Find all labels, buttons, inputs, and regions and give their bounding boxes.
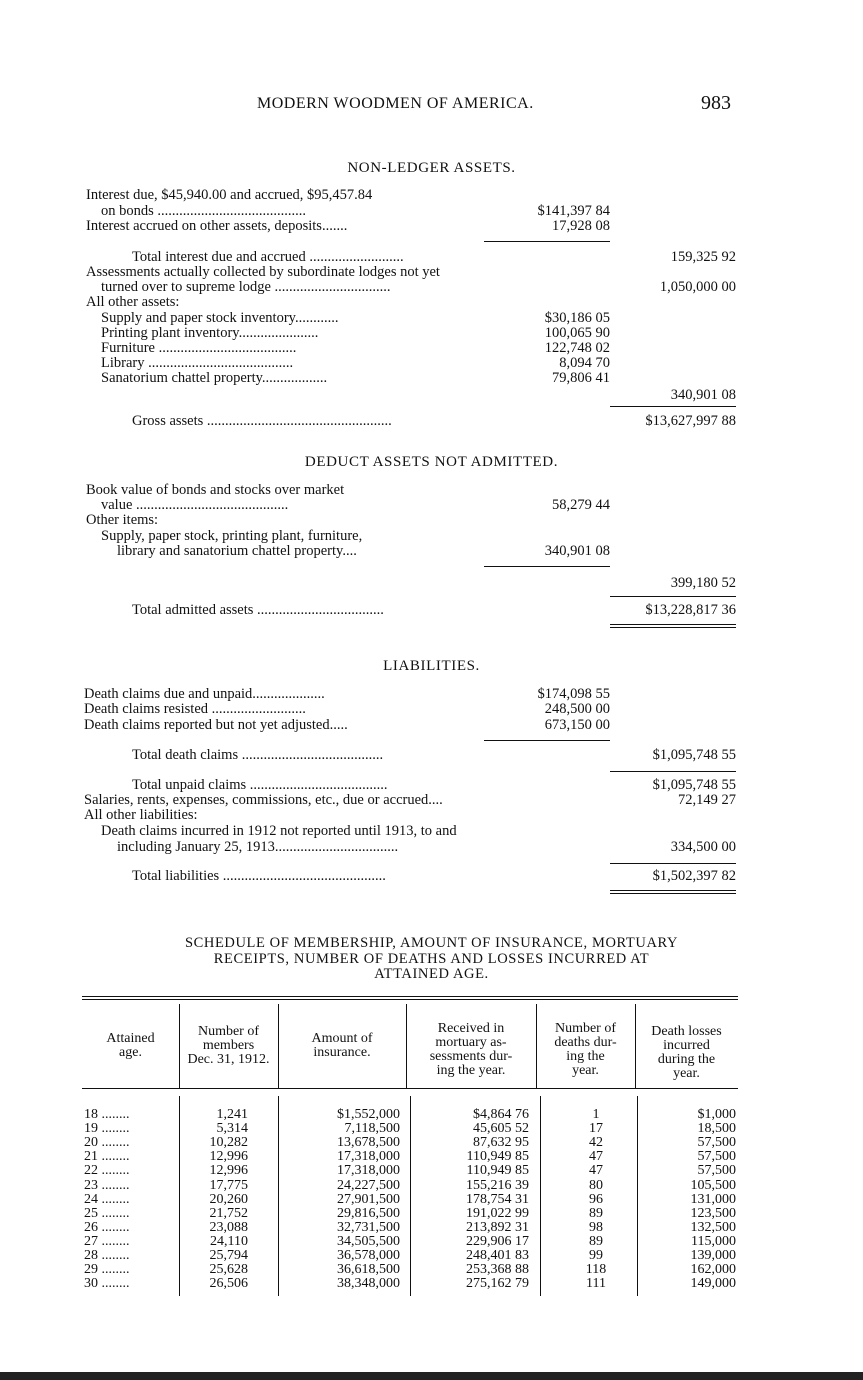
incurred-line2: including January 25, 1913.................................. xyxy=(117,839,399,855)
page-edge-band xyxy=(0,1372,863,1380)
table-row xyxy=(82,1207,738,1221)
asset-item-row xyxy=(0,371,863,386)
gross-assets-value: $13,627,997 88 xyxy=(645,413,736,429)
table-cell: 17 xyxy=(589,1121,603,1137)
table-cell: 23 ........ xyxy=(84,1177,130,1193)
table-cell: 30 ........ xyxy=(84,1276,130,1292)
page-number: 983 xyxy=(701,92,731,114)
table-cell: 155,216 39 xyxy=(466,1177,529,1193)
liability-item-row xyxy=(0,718,863,733)
table-cell: 57,500 xyxy=(697,1149,736,1165)
total-liabilities-value: $1,502,397 82 xyxy=(652,868,736,884)
interest-other-value: 17,928 08 xyxy=(552,218,610,234)
double-rule xyxy=(610,890,736,894)
liability-item-value: $174,098 55 xyxy=(537,686,610,702)
liability-item-label: Death claims reported but not yet adjusted..... xyxy=(84,717,348,733)
asset-item-row xyxy=(0,356,863,371)
total-interest-value: 159,325 92 xyxy=(670,249,736,265)
table-cell: 191,022 99 xyxy=(466,1205,529,1221)
salaries-row xyxy=(0,793,863,808)
table-cell: 110,949 85 xyxy=(466,1149,529,1165)
table-cell: 20 ........ xyxy=(84,1135,130,1151)
col-header-attained-age: Attained age. xyxy=(106,1031,155,1060)
table-row xyxy=(82,1235,738,1249)
asset-item-value: 8,094 70 xyxy=(559,355,610,371)
table-cell: 19 ........ xyxy=(84,1121,130,1137)
table-cell: 47 xyxy=(589,1149,603,1165)
other-assets-total-row xyxy=(0,388,863,403)
all-other-liabilities-label: All other liabilities: xyxy=(84,807,198,823)
table-cell: 96 xyxy=(589,1191,603,1207)
col-header-members: Number of members Dec. 31, 1912. xyxy=(187,1024,270,1067)
table-cell: 105,500 xyxy=(690,1177,736,1193)
table-cell: 25,628 xyxy=(209,1262,248,1278)
asset-item-row xyxy=(0,326,863,341)
double-rule xyxy=(610,624,736,628)
assessments-value: 1,050,000 00 xyxy=(659,279,736,295)
salaries-label: Salaries, rents, expenses, commissions, etc., due or accrued.... xyxy=(84,792,443,808)
other-items-row xyxy=(0,513,863,528)
table-cell: 25 ........ xyxy=(84,1205,130,1221)
table-cell: 21,752 xyxy=(209,1205,248,1221)
supply-value: 340,901 08 xyxy=(544,543,610,559)
table-cell: $1,552,000 xyxy=(337,1107,400,1122)
total-unpaid-row xyxy=(0,778,863,793)
rule xyxy=(610,771,736,772)
table-cell: 17,318,000 xyxy=(337,1149,400,1165)
table-cell: 132,500 xyxy=(690,1219,736,1235)
interest-other-label: Interest accrued on other assets, deposits....... xyxy=(86,218,348,234)
rule xyxy=(484,566,610,567)
table-cell: 27,901,500 xyxy=(337,1191,400,1207)
interest-line1-row xyxy=(0,188,863,203)
asset-item-label: Sanatorium chattel property.................. xyxy=(101,370,328,386)
table-cell: 42 xyxy=(589,1135,603,1151)
total-death-claims-row xyxy=(0,748,863,763)
supply-line1: Supply, paper stock, printing plant, furniture, xyxy=(101,528,363,544)
supply-line1-row xyxy=(0,529,863,544)
liability-item-row xyxy=(0,687,863,702)
section-title-liabilities: LIABILITIES. xyxy=(383,658,480,674)
table-header-rule xyxy=(82,1088,738,1089)
table-cell: 1,241 xyxy=(216,1107,248,1122)
col-header-mortuary: Received in mortuary as- sessments dur- ing the year. xyxy=(429,1021,513,1078)
table-cell: 131,000 xyxy=(690,1191,736,1207)
table-cell: 99 xyxy=(589,1248,603,1263)
running-title: MODERN WOODMEN OF AMERICA. xyxy=(257,95,534,112)
gross-assets-label: Gross assets ................................................... xyxy=(132,413,392,429)
table-cell: 57,500 xyxy=(697,1163,736,1179)
table-cell: $1,000 xyxy=(697,1107,736,1122)
deduct-subtotal: 399,180 52 xyxy=(670,575,736,591)
asset-item-label: Library ........................................ xyxy=(101,355,294,371)
gross-assets-row xyxy=(0,414,863,429)
table-cell: 25,794 xyxy=(209,1248,248,1263)
table-cell: 12,996 xyxy=(209,1163,248,1179)
table-top-rule xyxy=(82,996,738,1000)
rule xyxy=(484,740,610,741)
table-cell: 29 ........ xyxy=(84,1262,130,1278)
liability-item-label: Death claims due and unpaid.................... xyxy=(84,686,325,702)
incurred-value: 334,500 00 xyxy=(670,839,736,855)
table-cell: 26,506 xyxy=(209,1276,248,1292)
total-unpaid-label: Total unpaid claims ...................................... xyxy=(132,777,388,793)
table-cell: 38,348,000 xyxy=(337,1276,400,1292)
table-cell: 27 ........ xyxy=(84,1233,130,1249)
salaries-value: 72,149 27 xyxy=(678,792,736,808)
rule xyxy=(610,406,736,407)
table-cell: 32,731,500 xyxy=(337,1219,400,1235)
other-items-label: Other items: xyxy=(86,512,159,528)
rule xyxy=(610,596,736,597)
table-cell: 89 xyxy=(589,1205,603,1221)
table-cell: 111 xyxy=(586,1276,606,1292)
table-cell: 178,754 31 xyxy=(466,1191,529,1207)
liability-item-label: Death claims resisted .......................... xyxy=(84,701,306,717)
asset-item-value: 100,065 90 xyxy=(544,325,610,341)
table-cell: 10,282 xyxy=(209,1135,248,1151)
liability-item-value: 248,500 00 xyxy=(544,701,610,717)
table-cell: 118 xyxy=(585,1262,607,1278)
asset-item-label: Printing plant inventory...................... xyxy=(101,325,319,341)
table-cell: 18 ........ xyxy=(84,1107,130,1122)
table-cell: 23,088 xyxy=(209,1219,248,1235)
table-cell: 229,906 17 xyxy=(466,1233,529,1249)
liability-item-row xyxy=(0,702,863,717)
col-header-deaths: Number of deaths dur- ing the year. xyxy=(554,1021,617,1078)
table-cell: 139,000 xyxy=(690,1248,736,1263)
interest-bonds-label: on bonds ......................................... xyxy=(101,203,307,219)
table-cell: 98 xyxy=(589,1219,603,1235)
table-cell: 213,892 31 xyxy=(466,1219,529,1235)
assessments-line2-row xyxy=(0,280,863,295)
col-header-insurance: Amount of insurance. xyxy=(311,1031,373,1060)
table-cell: 7,118,500 xyxy=(344,1121,400,1137)
assessments-line1: Assessments actually collected by subordinate lodges not yet xyxy=(86,264,440,280)
table-cell: 12,996 xyxy=(209,1149,248,1165)
interest-line1: Interest due, $45,940.00 and accrued, $95,457.84 xyxy=(86,187,373,203)
asset-item-label: Supply and paper stock inventory............ xyxy=(101,310,339,326)
asset-item-label: Furniture ...................................... xyxy=(101,340,297,356)
table-cell: 115,000 xyxy=(691,1233,736,1249)
table-cell: 87,632 95 xyxy=(473,1135,529,1151)
section-title-non-ledger: NON-LEDGER ASSETS. xyxy=(347,160,516,176)
table-cell: 17,318,000 xyxy=(337,1163,400,1179)
total-death-claims-label: Total death claims ....................................... xyxy=(132,747,384,763)
rule xyxy=(610,863,736,864)
book-value-line1: Book value of bonds and stocks over market xyxy=(86,482,345,498)
interest-bonds-value: $141,397 84 xyxy=(537,203,610,219)
asset-item-value: 122,748 02 xyxy=(544,340,610,356)
table-cell: 17,775 xyxy=(209,1177,248,1193)
book-value-line2-row xyxy=(0,498,863,513)
incurred-line1-row xyxy=(0,824,863,839)
all-other-liabilities-row xyxy=(0,808,863,823)
table-row xyxy=(82,1277,738,1291)
table-cell: 110,949 85 xyxy=(466,1163,529,1179)
table-cell: 89 xyxy=(589,1233,603,1249)
deduct-subtotal-row xyxy=(0,576,863,591)
book-value-line2: value .......................................... xyxy=(101,497,289,513)
table-cell: 123,500 xyxy=(690,1205,736,1221)
liability-item-value: 673,150 00 xyxy=(544,717,610,733)
table-cell: 18,500 xyxy=(697,1121,736,1137)
table-cell: 13,678,500 xyxy=(337,1135,400,1151)
total-unpaid-value: $1,095,748 55 xyxy=(652,777,736,793)
table-row xyxy=(82,1221,738,1235)
table-row xyxy=(82,1150,738,1164)
table-cell: 34,505,500 xyxy=(337,1233,400,1249)
table-cell: 28 ........ xyxy=(84,1248,130,1263)
table-cell: 1 xyxy=(592,1107,600,1122)
table-cell: 20,260 xyxy=(209,1191,248,1207)
total-admitted-value: $13,228,817 36 xyxy=(645,602,736,618)
table-row xyxy=(82,1179,738,1193)
col-header-losses: Death losses incurred during the year. xyxy=(651,1024,722,1081)
schedule-title-line3: ATTAINED AGE. xyxy=(374,966,489,982)
table-cell: 36,578,000 xyxy=(337,1248,400,1263)
incurred-line2-row xyxy=(0,840,863,855)
total-interest-label: Total interest due and accrued .......................... xyxy=(132,249,404,265)
table-cell: 24 ........ xyxy=(84,1191,130,1207)
all-other-assets-row xyxy=(0,295,863,310)
table-row xyxy=(82,1164,738,1178)
table-row xyxy=(82,1193,738,1207)
table-cell: 36,618,500 xyxy=(337,1262,400,1278)
asset-item-value: $30,186 05 xyxy=(544,310,610,326)
table-cell: 24,110 xyxy=(210,1233,248,1249)
section-title-deduct: DEDUCT ASSETS NOT ADMITTED. xyxy=(304,454,559,470)
schedule-title-line2: RECEIPTS, NUMBER OF DEATHS AND LOSSES INCURRED AT xyxy=(213,951,650,967)
total-liabilities-label: Total liabilities ............................................. xyxy=(132,868,386,884)
table-cell: 22 ........ xyxy=(84,1163,130,1179)
table-cell: 29,816,500 xyxy=(337,1205,400,1221)
table-row xyxy=(82,1122,738,1136)
total-interest-row xyxy=(0,250,863,265)
asset-item-row xyxy=(0,311,863,326)
asset-item-value: 79,806 41 xyxy=(552,370,610,386)
table-row xyxy=(82,1108,738,1122)
table-row xyxy=(82,1263,738,1277)
table-cell: 248,401 83 xyxy=(466,1248,529,1263)
assessments-line1-row xyxy=(0,265,863,280)
total-death-claims-value: $1,095,748 55 xyxy=(652,747,736,763)
table-cell: 21 ........ xyxy=(84,1149,130,1165)
table-cell: 47 xyxy=(589,1163,603,1179)
incurred-line1: Death claims incurred in 1912 not reported until 1913, to and xyxy=(101,823,457,839)
total-admitted-label: Total admitted assets ................................... xyxy=(132,602,384,618)
supply-line2-row xyxy=(0,544,863,559)
interest-other-row xyxy=(0,219,863,234)
rule xyxy=(484,241,610,242)
table-cell: $4,864 76 xyxy=(473,1107,529,1122)
total-liabilities-row xyxy=(0,869,863,884)
table-cell: 162,000 xyxy=(690,1262,736,1278)
total-admitted-row xyxy=(0,603,863,618)
book-value-value: 58,279 44 xyxy=(552,497,610,513)
all-other-assets-label: All other assets: xyxy=(86,294,180,310)
schedule-title-line1: SCHEDULE OF MEMBERSHIP, AMOUNT OF INSURANCE, MORTUARY xyxy=(184,935,679,951)
book-value-line1-row xyxy=(0,483,863,498)
table-cell: 57,500 xyxy=(697,1135,736,1151)
table-cell: 5,314 xyxy=(216,1121,248,1137)
supply-line2: library and sanatorium chattel property.... xyxy=(117,543,357,559)
table-cell: 149,000 xyxy=(690,1276,736,1292)
table-cell: 275,162 79 xyxy=(466,1276,529,1292)
table-cell: 80 xyxy=(589,1177,603,1193)
interest-bonds-row xyxy=(0,204,863,219)
asset-item-row xyxy=(0,341,863,356)
other-assets-total: 340,901 08 xyxy=(670,387,736,403)
table-cell: 45,605 52 xyxy=(473,1121,529,1137)
assessments-line2: turned over to supreme lodge ................................ xyxy=(101,279,391,295)
table-cell: 26 ........ xyxy=(84,1219,130,1235)
schedule-table xyxy=(82,996,738,1306)
table-cell: 253,368 88 xyxy=(466,1262,529,1278)
table-row xyxy=(82,1249,738,1263)
table-cell: 24,227,500 xyxy=(337,1177,400,1193)
table-row xyxy=(82,1136,738,1150)
